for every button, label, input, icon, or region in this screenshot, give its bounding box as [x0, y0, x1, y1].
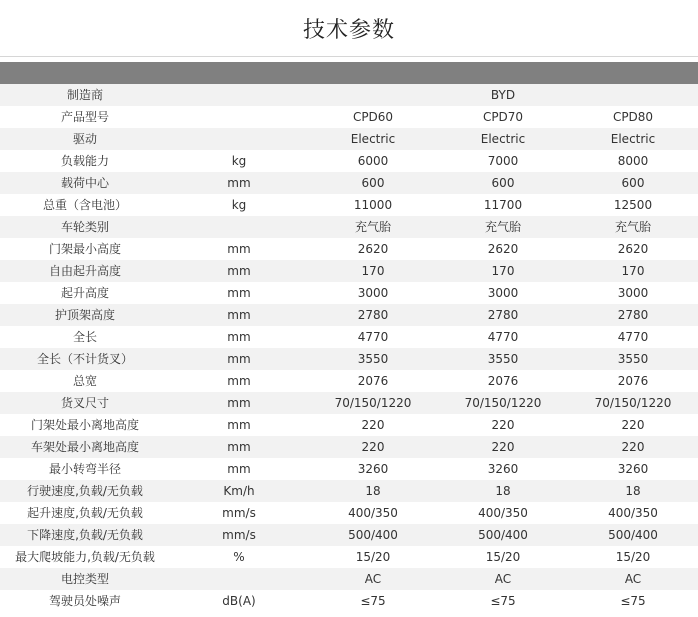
row-label: 车架处最小离地高度	[0, 436, 170, 458]
value-cpd80: 2076	[568, 370, 698, 392]
value-cpd60: 600	[308, 172, 438, 194]
value-cpd80: ≤75	[568, 590, 698, 612]
value-cpd60: 3260	[308, 458, 438, 480]
value-cpd80: 3260	[568, 458, 698, 480]
value-cpd60: 400/350	[308, 502, 438, 524]
table-row	[0, 502, 698, 524]
row-label: 护顶架高度	[0, 304, 170, 326]
value-cpd70: ≤75	[438, 590, 568, 612]
row-unit: mm	[170, 370, 308, 392]
value-cpd70: 7000	[438, 150, 568, 172]
value-cpd70: AC	[438, 568, 568, 590]
table-row	[0, 194, 698, 216]
value-cpd60: 170	[308, 260, 438, 282]
value-cpd60: 6000	[308, 150, 438, 172]
row-unit	[170, 84, 308, 106]
value-cpd60: 2620	[308, 238, 438, 260]
table-row	[0, 546, 698, 568]
row-unit: kg	[170, 194, 308, 216]
value-cpd60: 2780	[308, 304, 438, 326]
row-label: 行驶速度,负载/无负载	[0, 480, 170, 502]
row-label: 制造商	[0, 84, 170, 106]
table-row	[0, 458, 698, 480]
value-cpd70: 2076	[438, 370, 568, 392]
value-cpd60: 3550	[308, 348, 438, 370]
value-cpd80: 充气胎	[568, 216, 698, 238]
row-label: 门架最小高度	[0, 238, 170, 260]
value-cpd60: ≤75	[308, 590, 438, 612]
table-row	[0, 172, 698, 194]
value-cpd70: 220	[438, 436, 568, 458]
table-row	[0, 238, 698, 260]
value-cpd70: 充气胎	[438, 216, 568, 238]
row-unit: mm	[170, 392, 308, 414]
row-unit: mm	[170, 238, 308, 260]
value-cpd80: 2620	[568, 238, 698, 260]
table-row	[0, 480, 698, 502]
table-row	[0, 370, 698, 392]
row-label: 自由起升高度	[0, 260, 170, 282]
row-unit	[170, 106, 308, 128]
row-label: 总重（含电池）	[0, 194, 170, 216]
value-cpd70: 70/150/1220	[438, 392, 568, 414]
row-unit: mm	[170, 348, 308, 370]
row-unit	[170, 128, 308, 150]
row-label: 负载能力	[0, 150, 170, 172]
row-label: 驾驶员处噪声	[0, 590, 170, 612]
table-row	[0, 326, 698, 348]
row-unit: mm	[170, 260, 308, 282]
value-cpd80: 8000	[568, 150, 698, 172]
value-cpd60: 11000	[308, 194, 438, 216]
row-label: 产品型号	[0, 106, 170, 128]
row-unit: mm	[170, 436, 308, 458]
value-cpd80: 18	[568, 480, 698, 502]
value-cpd60: 充气胎	[308, 216, 438, 238]
table-row	[0, 106, 698, 128]
row-label: 起升速度,负载/无负载	[0, 502, 170, 524]
row-label: 载荷中心	[0, 172, 170, 194]
row-unit: mm	[170, 414, 308, 436]
value-cpd70: 2780	[438, 304, 568, 326]
row-label: 下降速度,负载/无负载	[0, 524, 170, 546]
row-label: 最小转弯半径	[0, 458, 170, 480]
table-row	[0, 128, 698, 150]
row-label: 门架处最小离地高度	[0, 414, 170, 436]
row-label: 电控类型	[0, 568, 170, 590]
value-cpd70: 3260	[438, 458, 568, 480]
table-row	[0, 524, 698, 546]
row-unit: dB(A)	[170, 590, 308, 612]
value-cpd80: 70/150/1220	[568, 392, 698, 414]
value-cpd60: 220	[308, 414, 438, 436]
table-header-bar	[0, 62, 698, 84]
value-cpd60: 3000	[308, 282, 438, 304]
title-divider	[0, 56, 698, 57]
row-label: 总宽	[0, 370, 170, 392]
value-cpd80: 220	[568, 436, 698, 458]
value-cpd70: 15/20	[438, 546, 568, 568]
spec-table-body	[0, 84, 698, 612]
value-cpd70: CPD70	[438, 106, 568, 128]
value-cpd80: 3550	[568, 348, 698, 370]
row-label: 全长	[0, 326, 170, 348]
value-cpd70: 3000	[438, 282, 568, 304]
value-cpd80: 2780	[568, 304, 698, 326]
value-cpd60: 70/150/1220	[308, 392, 438, 414]
value-cpd80: 220	[568, 414, 698, 436]
row-unit: mm	[170, 282, 308, 304]
row-unit: mm	[170, 458, 308, 480]
table-row	[0, 150, 698, 172]
table-row	[0, 436, 698, 458]
value-cpd60: 2076	[308, 370, 438, 392]
value-cpd60: 4770	[308, 326, 438, 348]
table-row	[0, 282, 698, 304]
value-cpd70: 600	[438, 172, 568, 194]
value-cpd60: 500/400	[308, 524, 438, 546]
page-title: 技术参数	[302, 17, 395, 43]
value-cpd80: 3000	[568, 282, 698, 304]
row-unit	[170, 568, 308, 590]
row-label: 最大爬坡能力,负载/无负载	[0, 546, 170, 568]
table-row	[0, 590, 698, 612]
row-label: 驱动	[0, 128, 170, 150]
value-cpd80: 15/20	[568, 546, 698, 568]
row-unit: kg	[170, 150, 308, 172]
row-unit: mm	[170, 326, 308, 348]
value-cpd80: CPD80	[568, 106, 698, 128]
value-cpd70: 4770	[438, 326, 568, 348]
row-label: 起升高度	[0, 282, 170, 304]
row-unit: mm	[170, 172, 308, 194]
value-cpd80: 170	[568, 260, 698, 282]
table-row	[0, 414, 698, 436]
value-cpd80: 600	[568, 172, 698, 194]
value-cpd60: AC	[308, 568, 438, 590]
value-cpd80: 400/350	[568, 502, 698, 524]
value-cpd70: 18	[438, 480, 568, 502]
value-cpd70: 220	[438, 414, 568, 436]
row-unit: mm	[170, 304, 308, 326]
value-cpd70: 3550	[438, 348, 568, 370]
row-unit: Km/h	[170, 480, 308, 502]
value-cpd80: 500/400	[568, 524, 698, 546]
row-unit: mm/s	[170, 524, 308, 546]
value-cpd60: CPD60	[308, 106, 438, 128]
manufacturer-value: BYD	[308, 84, 698, 106]
value-cpd80: 4770	[568, 326, 698, 348]
value-cpd70: 2620	[438, 238, 568, 260]
value-cpd80: Electric	[568, 128, 698, 150]
spec-table	[0, 84, 698, 612]
value-cpd70: 11700	[438, 194, 568, 216]
value-cpd70: 400/350	[438, 502, 568, 524]
value-cpd60: Electric	[308, 128, 438, 150]
row-label: 货叉尺寸	[0, 392, 170, 414]
row-unit: %	[170, 546, 308, 568]
table-row	[0, 568, 698, 590]
value-cpd60: 220	[308, 436, 438, 458]
row-unit: mm/s	[170, 502, 308, 524]
table-row	[0, 260, 698, 282]
value-cpd70: 500/400	[438, 524, 568, 546]
table-row	[0, 348, 698, 370]
row-label: 车轮类别	[0, 216, 170, 238]
table-row-manufacturer	[0, 84, 698, 106]
value-cpd70: 170	[438, 260, 568, 282]
table-row	[0, 216, 698, 238]
value-cpd80: 12500	[568, 194, 698, 216]
table-row	[0, 304, 698, 326]
row-unit	[170, 216, 308, 238]
value-cpd80: AC	[568, 568, 698, 590]
table-row	[0, 392, 698, 414]
value-cpd70: Electric	[438, 128, 568, 150]
row-label: 全长（不计货叉）	[0, 348, 170, 370]
value-cpd60: 15/20	[308, 546, 438, 568]
value-cpd60: 18	[308, 480, 438, 502]
